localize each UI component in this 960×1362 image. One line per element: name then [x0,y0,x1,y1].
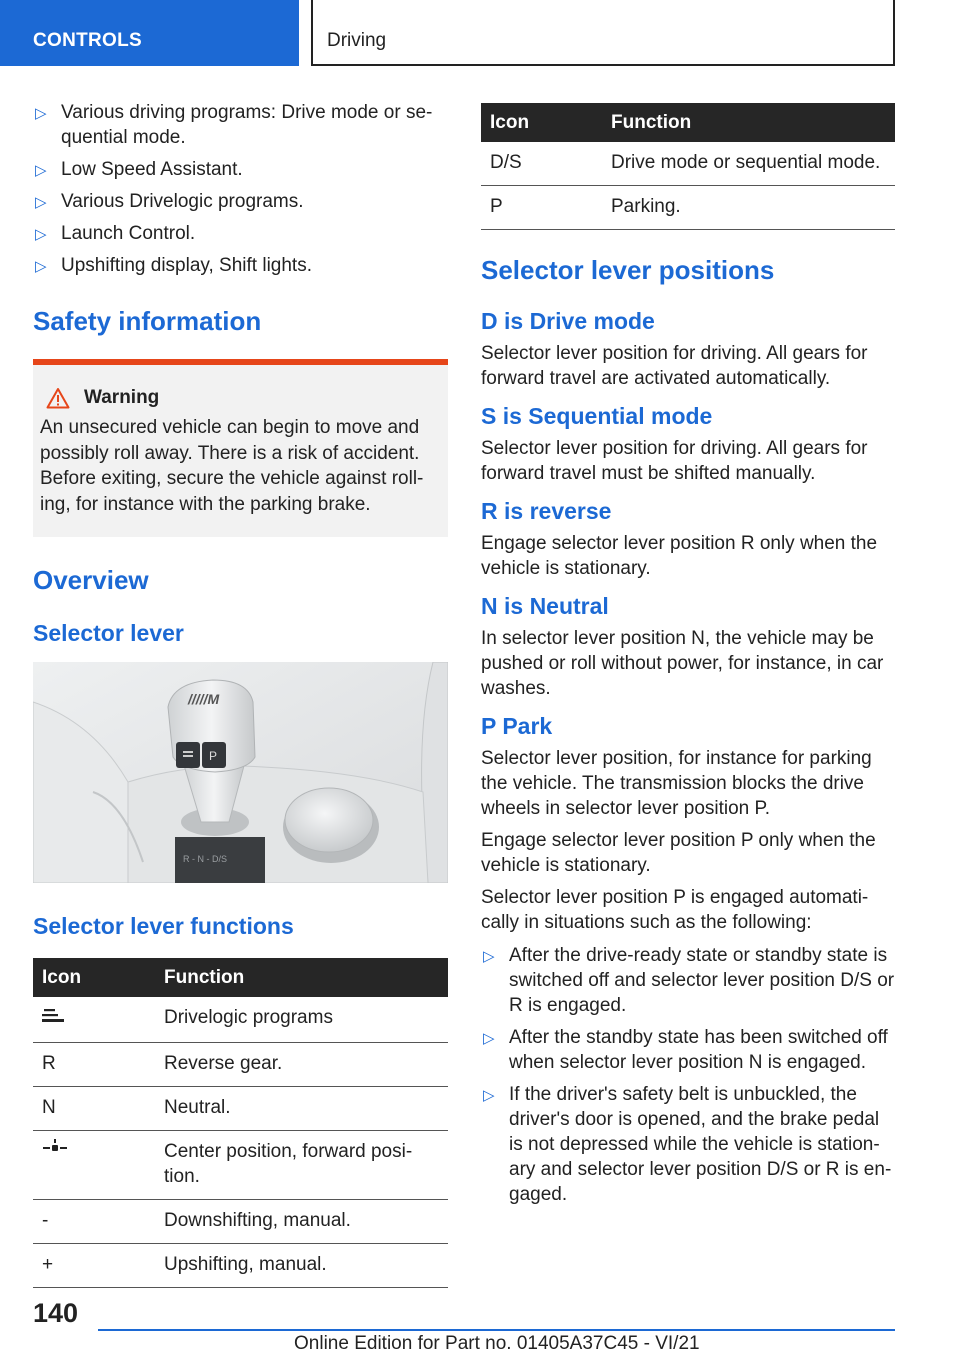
list-item: ▷ If the driver's safety belt is unbuckled, the driver's door is opened, and the brake pedal is not depressed while the vehicle is station-ary and selector lever position D/S or R is en-gaged. [483,1084,892,1205]
table-row [33,997,448,1043]
svg-text://///M: /////M [188,691,220,707]
function-cell: Downshifting, manual. [155,1200,448,1244]
list-item: ▷ After the standby state has been switched off when selector lever position N is engaged. [483,1027,888,1073]
list-item: ▷ Various Drivelogic programs. [33,189,448,214]
park-heading: P Park [481,713,553,739]
list-item: ▷ Low Speed Assistant. [33,157,448,182]
function-cell: Drivelogic programs [155,997,448,1043]
svg-text:P: P [209,749,218,763]
reverse-heading: R is reverse [481,498,612,524]
triangle-right-icon: ▷ [35,226,47,243]
selector-lever-image [33,662,448,883]
warning-text: An unsecured vehicle can begin to move and possibly roll away. There is a risk of accident. Before exiting, secure the vehicle against roll-ing, for instance with the parking brake. [40,417,424,515]
warning-box [33,359,448,537]
warning-triangle-icon [46,387,70,409]
icon-cell: P [481,186,602,230]
edition-note: Online Edition for Part no. 01405A37C45 - VI/21 [294,1333,700,1354]
park-text-1: Selector lever position, for instance for parking the vehicle. The transmission blocks the drive wheels in selector lever position P. [481,748,872,819]
reverse-text: Engage selector lever position R only when the vehicle is stationary. [481,533,878,579]
warning-header [46,387,440,409]
chapter-title: Driving [327,30,387,51]
function-cell: Center position, forward posi-tion. [155,1131,448,1200]
icon-cell [33,997,155,1043]
icon-cell: D/S [481,142,602,186]
chapter-tab [311,0,895,66]
drive-mode-text: Selector lever position for driving. All gears for forward travel are activated automatically. [481,343,868,389]
overview-heading: Overview [33,565,149,595]
triangle-right-icon: ▷ [483,1030,495,1047]
functions-heading: Selector lever functions [33,913,294,939]
list-item: ▷ Launch Control. [33,221,448,246]
col-function-header: Function [602,103,895,142]
col-icon-header: Icon [33,958,155,997]
section-tab [0,0,299,66]
function-cell: Parking. [602,186,895,230]
triangle-right-icon: ▷ [483,1087,495,1104]
neutral-text: In selector lever position N, the vehicle may be pushed or roll without power, for instance, in car washes. [481,628,884,699]
table-row [33,1200,448,1244]
footer-divider [98,1329,895,1331]
list-item: ▷ Various driving programs: Drive mode or se-quential mode. [35,102,433,148]
left-column [33,100,448,1288]
icon-cell: R [33,1043,155,1087]
table-row [33,1043,448,1087]
center-position-icon [42,1139,68,1157]
safety-heading: Safety information [33,306,262,336]
list-item: ▷ Upshifting display, Shift lights. [33,253,448,278]
drive-mode-heading: D is Drive mode [481,308,655,334]
triangle-right-icon: ▷ [35,105,47,122]
right-column [481,103,895,1214]
col-function-header: Function [155,958,448,997]
table-row [33,1087,448,1131]
section-title: CONTROLS [33,30,143,51]
triangle-right-icon: ▷ [35,162,47,179]
triangle-right-icon: ▷ [483,948,495,965]
neutral-heading: N is Neutral [481,593,609,619]
list-item: ▷ After the drive-ready state or standby state is switched off and selector lever position D/S or R is engaged. [483,945,895,1016]
triangle-right-icon: ▷ [35,258,47,275]
selector-functions-table [33,958,448,1288]
mode-table [481,103,895,230]
page-number: 140 [33,1298,79,1328]
table-row [481,186,895,230]
icon-cell [33,1131,155,1200]
table-header-row [33,958,448,997]
triangle-right-icon: ▷ [35,194,47,211]
col-icon-header: Icon [481,103,602,142]
table-header-row [481,103,895,142]
function-cell: Upshifting, manual. [155,1244,448,1288]
icon-cell: N [33,1087,155,1131]
table-row [33,1131,448,1200]
park-conditions-list [481,943,895,1207]
park-text-3: Selector lever position P is engaged automati-cally in situations such as the following: [481,887,869,933]
svg-text:R - N - D/S: R - N - D/S [183,854,227,864]
icon-cell: + [33,1244,155,1288]
selector-lever-illustration [33,662,448,883]
selector-lever-heading: Selector lever [33,620,184,646]
icon-cell: - [33,1200,155,1244]
park-text-2: Engage selector lever position P only when the vehicle is stationary. [481,830,876,876]
function-cell: Reverse gear. [155,1043,448,1087]
table-row [33,1244,448,1288]
function-cell: Drive mode or sequential mode. [602,142,895,186]
table-row [481,142,895,186]
feature-list [33,100,448,278]
function-cell: Neutral. [155,1087,448,1131]
sequential-mode-heading: S is Sequential mode [481,403,713,429]
positions-heading: Selector lever positions [481,255,775,285]
drivelogic-bars-icon [42,1005,64,1025]
sequential-mode-text: Selector lever position for driving. All gears for forward travel must be shifted manually. [481,438,868,484]
warning-label: Warning [84,387,160,408]
